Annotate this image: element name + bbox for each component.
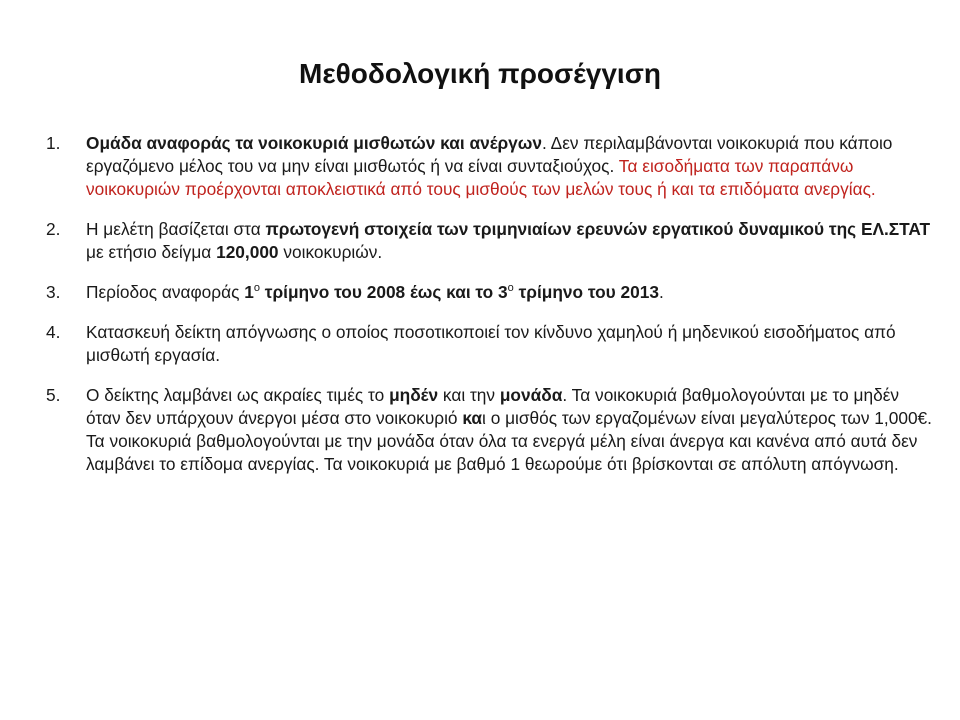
bold-text: 1 xyxy=(244,282,254,302)
list-item xyxy=(46,384,938,476)
slide-title: Μεθοδολογική προσέγγιση xyxy=(299,58,661,89)
highlight-text: Τα εισοδήματα των παραπάνω νοικοκυριών προέρχονται αποκλειστικά από τους μισθούς των μελών τους ή και τα επιδόματα ανεργίας. xyxy=(86,156,876,199)
text-run: Η μελέτη βασίζεται στα xyxy=(86,219,266,239)
list-item-number: 4. xyxy=(46,322,61,342)
list-item xyxy=(46,218,938,264)
text-run: . xyxy=(658,282,664,302)
list-item xyxy=(46,321,938,367)
superscript-text: ο xyxy=(507,282,514,295)
list-item xyxy=(46,281,938,304)
list-item-text xyxy=(86,384,938,476)
list-item-number: 5. xyxy=(46,385,61,405)
text-run: ι ο μισθός των εργαζομένων είναι μεγαλύτερος των 1,000€. Τα νοικοκυριά βαθμολογούνται με την μονάδα όταν όλα τα ενεργά μέλη είναι άνεργα και κανένα από αυτά δεν λαμβάνει το επίδομα ανεργίας. Τα νοικοκυριά με βαθμό 1 θεωρούμε ότι βρίσκονται σε απόλυτη απόγνωση. xyxy=(86,408,932,474)
list-item-text xyxy=(86,281,938,304)
text-run: με ετήσιο δείγμα xyxy=(86,242,217,262)
list-item-text xyxy=(86,132,938,201)
list-item-text xyxy=(86,321,938,367)
list-item-number: 1. xyxy=(46,133,61,153)
bold-text: τρίμηνο του 2013 xyxy=(513,282,659,302)
list-item-number: 3. xyxy=(46,282,61,302)
text-run: Ο δείκτης λαμβάνει ως ακραίες τιμές το xyxy=(86,385,390,405)
numbered-list xyxy=(46,132,938,493)
text-run: . Δεν περιλαμβάνονται νοικοκυριά που κάποιο εργαζόμενο μέλος του να μην είναι μισθωτός ή να είναι συνταξιούχος. xyxy=(86,133,893,176)
list-item-text xyxy=(86,218,938,264)
bold-text: πρωτογενή στοιχεία των τριμηνιαίων ερευνών εργατικού δυναμικού της ΕΛ.ΣΤΑΤ xyxy=(265,219,931,239)
text-run: και την xyxy=(438,385,500,405)
bold-text: μονάδα xyxy=(499,385,563,405)
text-run: Περίοδος αναφοράς xyxy=(86,282,245,302)
text-run: Κατασκευή δείκτη απόγνωσης ο οποίος ποσοτικοποιεί τον κίνδυνο χαμηλού ή μηδενικού εισοδήματος από μισθωτή εργασία. xyxy=(86,322,896,365)
list-item xyxy=(46,132,938,201)
bold-text: κα xyxy=(462,408,483,428)
text-run: . Τα νοικοκυριά βαθμολογούνται με το μηδέν όταν δεν υπάρχουν άνεργοι μέσα στο νοικοκυριό xyxy=(86,385,900,428)
bold-text: μηδέν xyxy=(389,385,439,405)
list-item-number: 2. xyxy=(46,219,61,239)
bold-text: 120,000 xyxy=(216,242,279,262)
bold-text: τρίμηνο του 2008 έως και το 3 xyxy=(259,282,508,302)
text-run: νοικοκυριών. xyxy=(278,242,383,262)
superscript-text: ο xyxy=(253,282,260,295)
bold-text: Ομάδα αναφοράς τα νοικοκυριά μισθωτών και ανέργων xyxy=(86,133,543,153)
